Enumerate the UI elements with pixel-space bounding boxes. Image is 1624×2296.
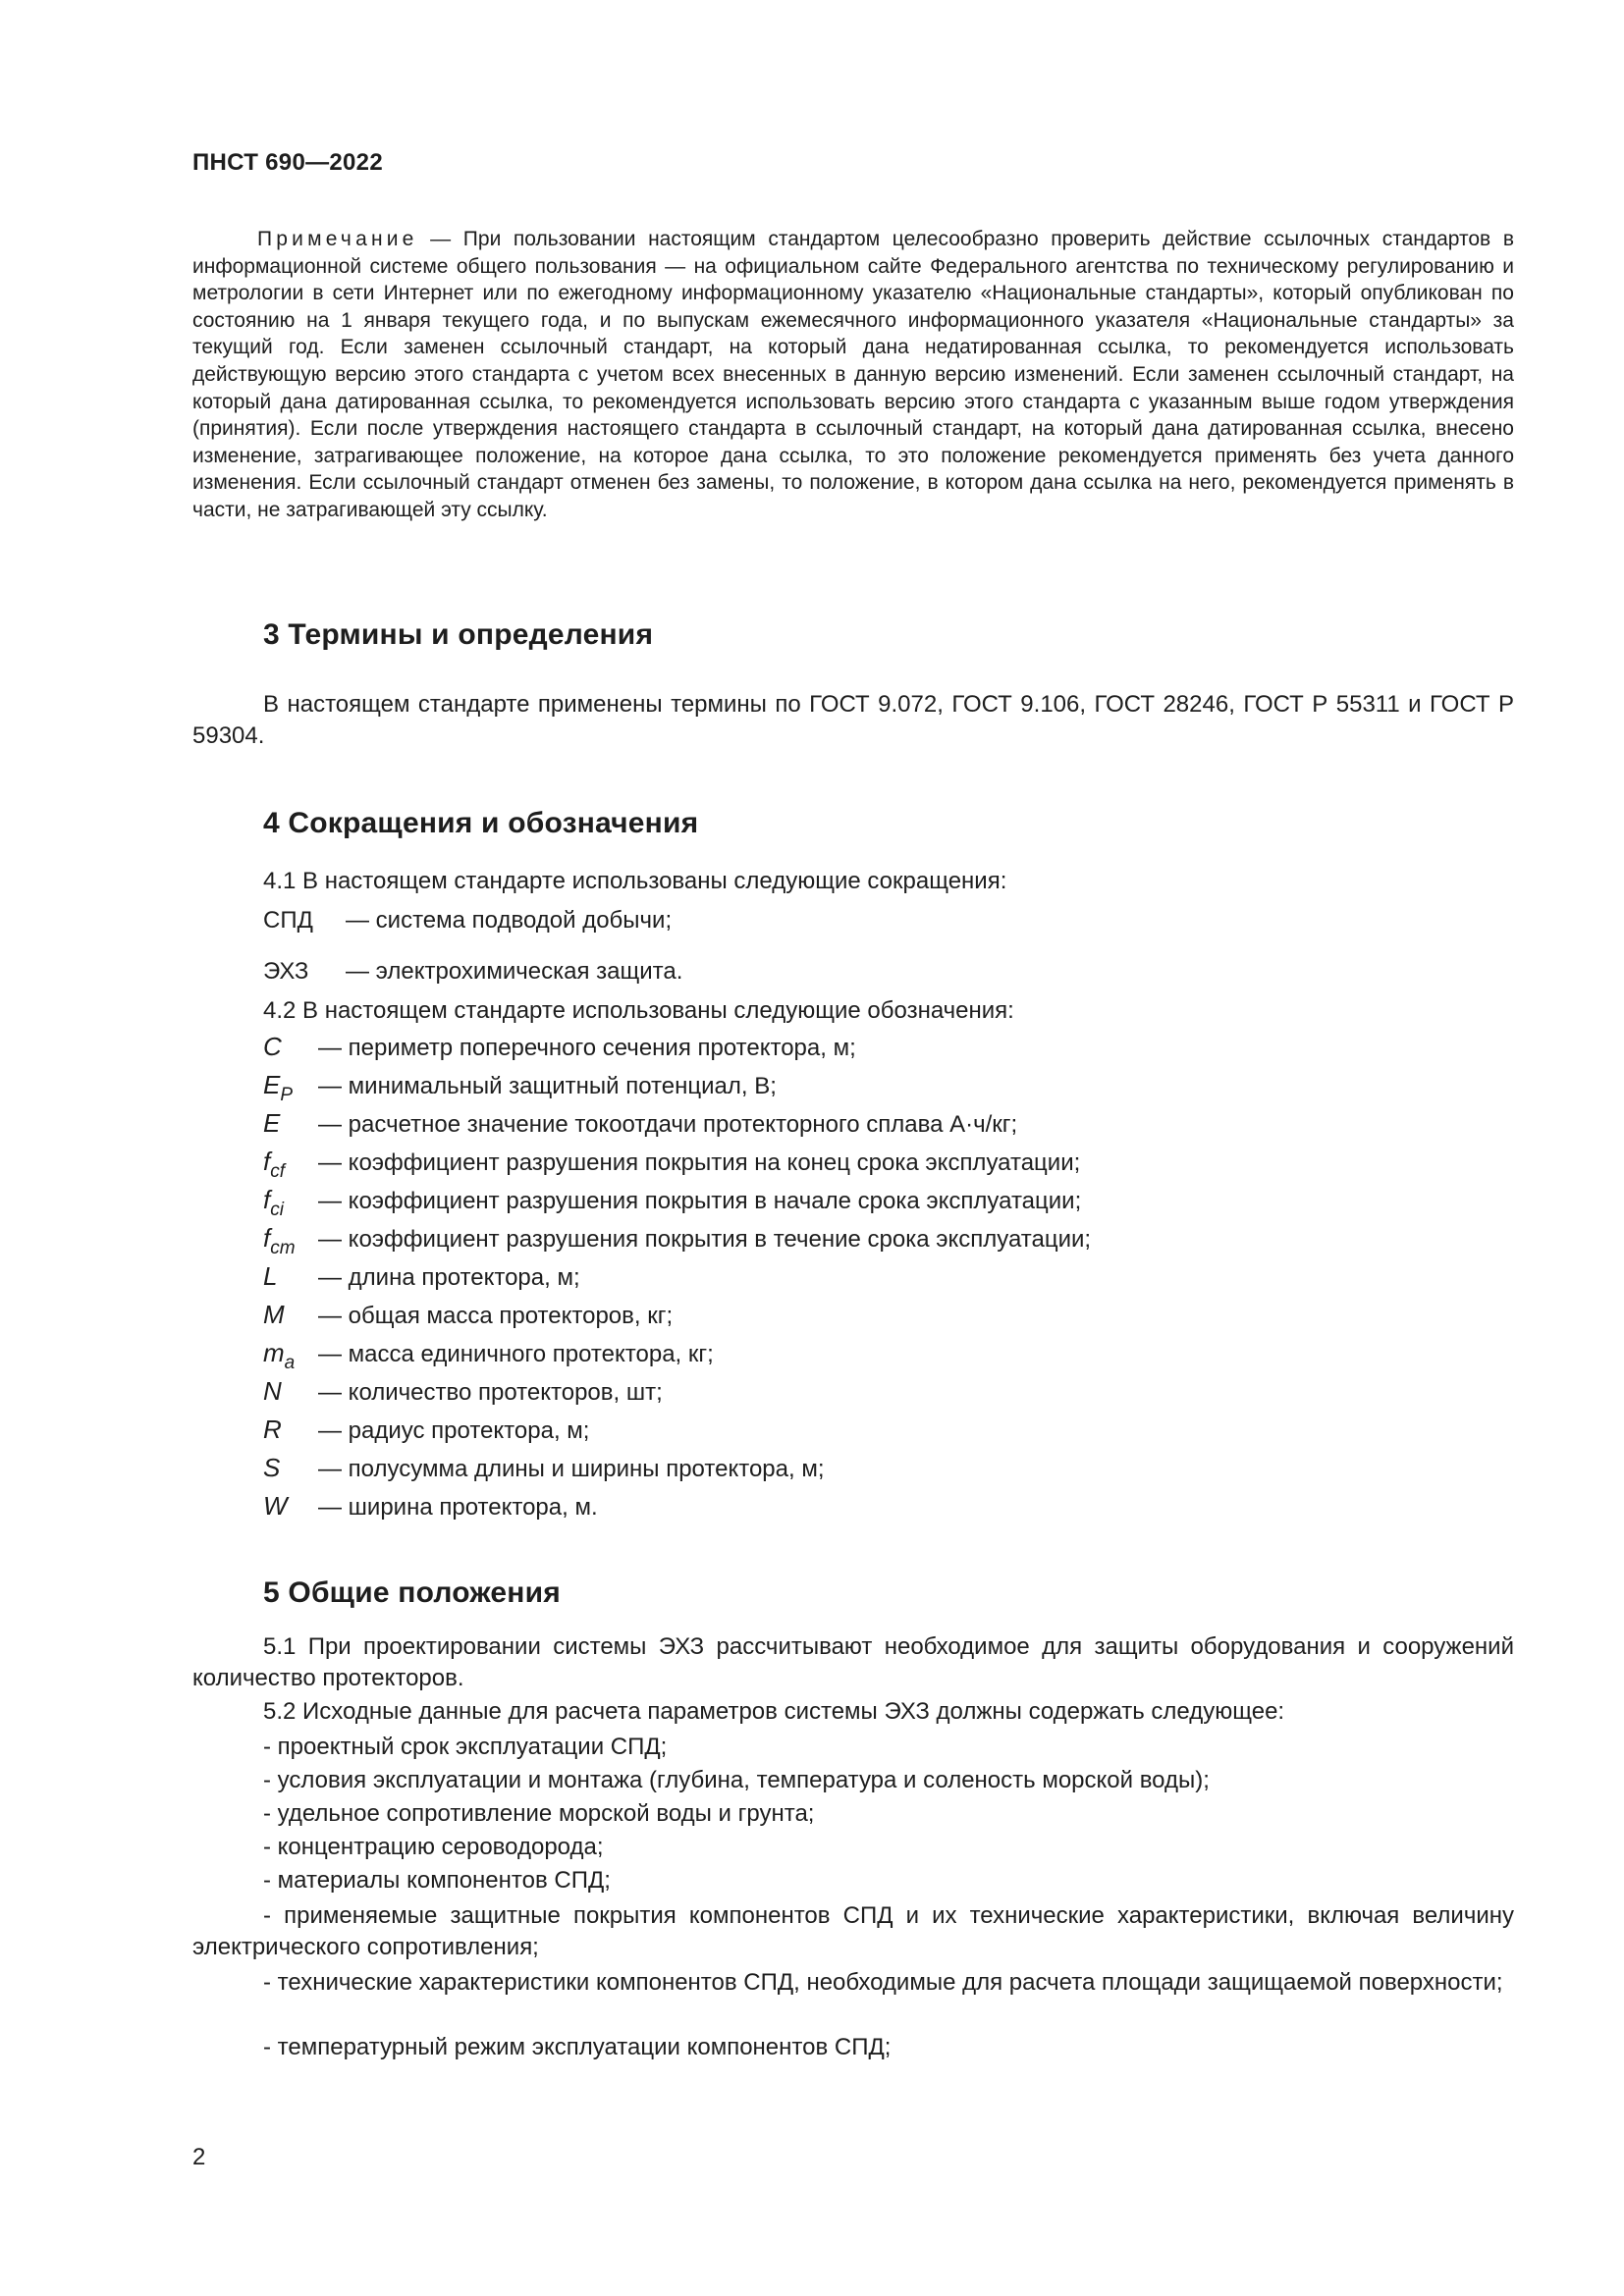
abbreviation-definition: — электрохимическая защита. (346, 958, 683, 985)
symbol: $m_a$ (263, 1338, 296, 1373)
list-item: - материалы компонентов СПД; (263, 1867, 611, 1894)
section-4-heading: 4 Сокращения и обозначения (263, 807, 699, 839)
symbol-definition: — периметр поперечного сечения протектора, м; (318, 1035, 856, 1061)
symbol-definition: — длина протектора, м; (318, 1264, 580, 1291)
symbol: N (263, 1376, 282, 1406)
symbol: C (263, 1032, 282, 1061)
symbol-definition: — коэффициент разрушения покрытия на конец срока эксплуатации; (318, 1149, 1081, 1176)
list-item: - температурный режим эксплуатации компонентов СПД; (263, 2034, 892, 2060)
list-item: - концентрацию сероводорода; (263, 1834, 604, 1860)
list-item: - проектный срок эксплуатации СПД; (263, 1734, 668, 1760)
list-item: - применяемые защитные покрытия компонентов СПД и их технические характеристики, включая величину электрического сопротивления; (192, 1902, 1514, 1960)
section-5-heading: 5 Общие положения (263, 1576, 561, 1609)
document-code: ПНСТ 690—2022 (192, 149, 383, 176)
symbol: L (263, 1261, 278, 1291)
symbol: $f_{ci}$ (263, 1185, 284, 1220)
symbol: R (263, 1415, 282, 1444)
list-item: - удельное сопротивление морской воды и грунта; (263, 1800, 815, 1827)
list-item: - технические характеристики компонентов СПД, необходимые для расчета площади защищаемой поверхности; (263, 1969, 1503, 1996)
abbreviation-definition: — система подводой добычи; (346, 907, 673, 934)
symbol-definition: — ширина протектора, м. (318, 1494, 598, 1521)
symbol-definition: — количество протекторов, шт; (318, 1379, 663, 1406)
reference-note (192, 226, 1514, 524)
item-4-2: 4.2 В настоящем стандарте использованы следующие обозначения: (263, 997, 1014, 1024)
note-text: — При пользовании настоящим стандартом целесообразно проверить действие ссылочных стандартов в информационной системе общего пользования — на официальном сайте Федерального агентства по техническому регулированию и метрологии в сети Интернет или по ежегодному информационному указателю «Национальные стандарты», который опубликован по состоянию на 1 января текущего года, и по выпускам ежемесячного информационного указателя «Национальные стандарты» за текущий год. Если заменен ссылочный стандарт, на который дана недатированная ссылка, то рекомендуется использовать действующую версию этого стандарта с учетом всех внесенных в данную версию изменений. Если заменен ссылочный стандарт, на который дана датированная ссылка, то рекомендуется использовать версию этого стандарта с указанным выше годом утверждения (принятия). Если после утверждения настоящего стандарта в ссылочный стандарт, на который дана датированная ссылка, внесено изменение, затрагивающее положение, на которое дана ссылка, то это положение рекомендуется применять без учета данного изменения. Если ссылочный стандарт отменен без замены, то положение, в котором дана ссылка на него, рекомендуется применять в части, не затрагивающей эту ссылку. (192, 228, 1514, 521)
section-3-text: В настоящем стандарте применены термины по ГОСТ 9.072, ГОСТ 9.106, ГОСТ 28246, ГОСТ Р 55311 и ГОСТ Р 59304. (192, 691, 1514, 749)
item-4-1: 4.1 В настоящем стандарте использованы следующие сокращения: (263, 868, 1007, 894)
symbol: W (263, 1491, 288, 1521)
symbol-definition: — радиус протектора, м; (318, 1417, 590, 1444)
symbol-definition: — расчетное значение токоотдачи протекторного сплава А·ч/кг; (318, 1111, 1018, 1138)
note-label: Примечание (257, 228, 418, 250)
symbol: M (263, 1300, 285, 1329)
symbol-definition: — коэффициент разрушения покрытия в течение срока эксплуатации; (318, 1226, 1092, 1253)
symbol: $f_{cf}$ (263, 1147, 286, 1182)
symbol-definition: — масса единичного протектора, кг; (318, 1341, 714, 1367)
symbol: $E_P$ (263, 1070, 294, 1105)
item-5-1: 5.1 При проектировании системы ЭХЗ рассчитывают необходимое для защиты оборудования и сооружений количество протекторов. (192, 1633, 1514, 1691)
symbol: $f_{cm}$ (263, 1223, 296, 1258)
section-3-heading: 3 Термины и определения (263, 618, 654, 651)
symbol-definition: — полусумма длины и ширины протектора, м; (318, 1456, 825, 1482)
item-5-2: 5.2 Исходные данные для расчета параметров системы ЭХЗ должны содержать следующее: (263, 1698, 1285, 1725)
list-item: - условия эксплуатации и монтажа (глубина, температура и соленость морской воды); (263, 1767, 1210, 1793)
symbol: S (263, 1453, 281, 1482)
abbreviation-term: ЭХЗ (263, 958, 309, 985)
page-number: 2 (192, 2144, 206, 2170)
symbol-definition: — минимальный защитный потенциал, В; (318, 1073, 777, 1099)
symbol-definition: — общая масса протекторов, кг; (318, 1303, 674, 1329)
abbreviation-term: СПД (263, 907, 313, 934)
symbol-definition: — коэффициент разрушения покрытия в начале срока эксплуатации; (318, 1188, 1082, 1214)
symbol: E (263, 1108, 281, 1138)
